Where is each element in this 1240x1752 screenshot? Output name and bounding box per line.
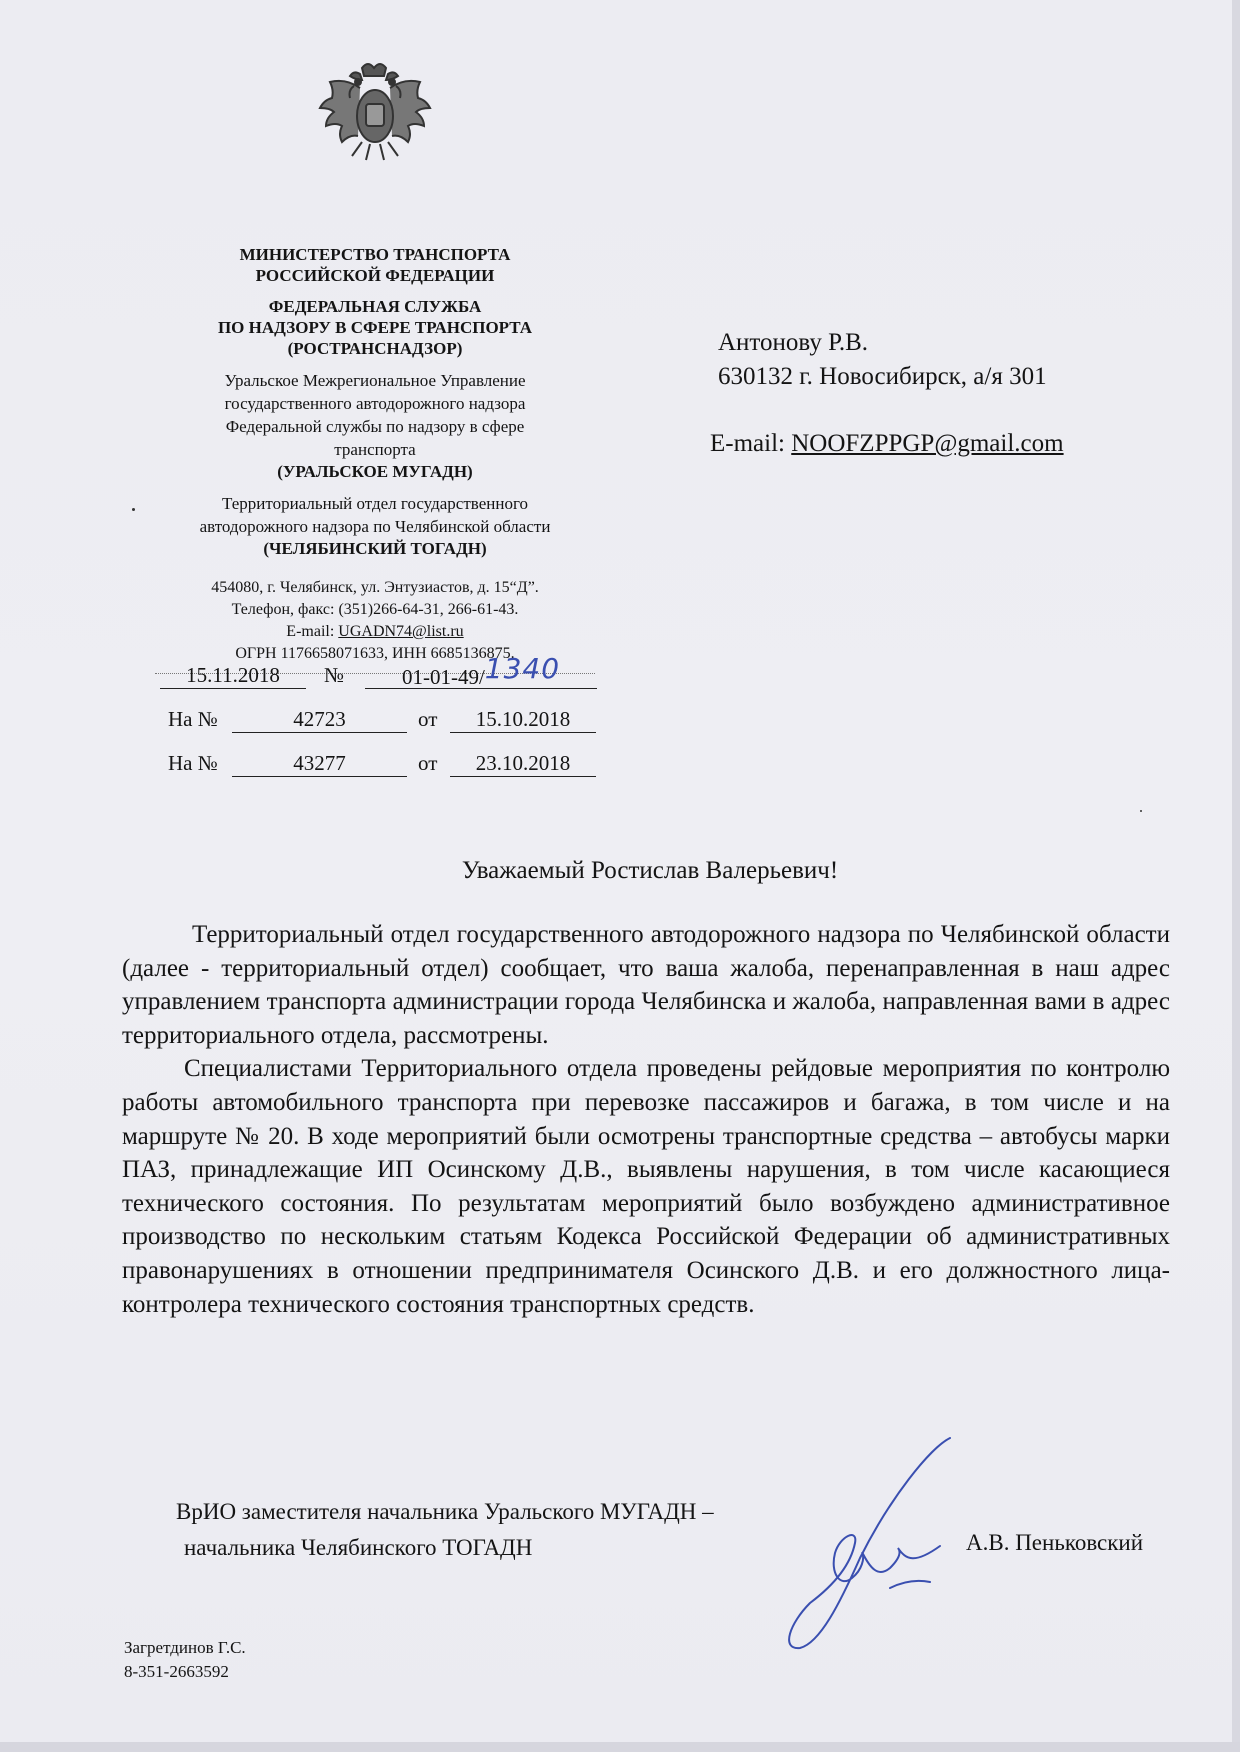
ministry-line: РОССИЙСКОЙ ФЕДЕРАЦИИ <box>255 266 495 285</box>
body-paragraph: Специалистами Территориального отдела проведены рейдовые мероприятия по контролю работы автомобильного транспорта при перевозке пассажиров и багажа, в том числе и на маршруте № 20. В ходе мероприятий были осмотрены транспортные средства – автобусы марки ПАЗ, принадлежащие ИП Осинскому Д.В., выявлены нарушения, в том числе касающиеся технического состояния. По результатам мероприятий было возбуждено административное производство по нескольким статьям Кодекса Российской Федерации об административных правонарушениях в отношении предпринимателя Осинского Д.В. и его должностного лица-контролера технического состояния транспортных средств. <box>122 1055 1170 1318</box>
reply-date: 23.10.2018 <box>450 750 596 777</box>
org-email-line <box>150 621 600 643</box>
executor-block <box>124 1636 246 1684</box>
signatory-name: А.В. Пеньковский <box>966 1530 1144 1555</box>
reply-number: 43277 <box>232 750 407 777</box>
ministry-line: МИНИСТЕРСТВО ТРАНСПОРТА <box>239 245 511 264</box>
coat-of-arms-icon <box>310 58 440 178</box>
letter-body <box>122 918 1170 1321</box>
scan-speck <box>1140 810 1142 812</box>
scan-speck <box>132 508 135 511</box>
org-email-link[interactable]: UGADN74@list.ru <box>338 623 464 640</box>
addressee-name: Антонову Р.В. <box>718 329 869 356</box>
directorate-line: транспорта <box>334 440 416 459</box>
reply-ref-row <box>160 742 610 786</box>
handwritten-number: 1340 <box>484 652 561 685</box>
reply-ref-row <box>160 698 610 742</box>
service-line: ФЕДЕРАЛЬНАЯ СЛУЖБА <box>268 297 482 316</box>
reply-label: На № <box>168 751 218 775</box>
reply-number: 42723 <box>232 706 407 733</box>
letterhead <box>150 58 600 674</box>
service-line: ПО НАДЗОРУ В СФЕРЕ ТРАНСПОРТА <box>217 318 533 337</box>
body-paragraph: Территориальный отдел государственного автодорожного надзора по Челябинской области (далее - территориальный отдел) сообщает, что ваша жалоба, перенаправленная в наш адрес управлением транспорта администрации города Челябинска и жалоба, направленная вами в адрес территориального отдела, рассмотрены. <box>122 921 1170 1049</box>
department-line: автодорожного надзора по Челябинской области <box>199 517 551 536</box>
directorate-line: государственного автодорожного надзора <box>224 394 526 413</box>
directorate-name <box>150 369 600 482</box>
number-prefix: 01-01-49/ <box>401 665 485 689</box>
from-label: от <box>418 751 438 775</box>
org-email-label: E-mail: <box>286 623 339 640</box>
from-label: от <box>418 707 438 731</box>
greeting: Уважаемый Ростислав Валерьевич! <box>461 857 839 884</box>
scan-edge-bottom <box>0 1742 1240 1752</box>
addressee-address: 630132 г. Новосибирск, а/я 301 <box>718 363 1047 390</box>
executor-phone: 8-351-2663592 <box>124 1662 229 1681</box>
department-name <box>150 492 600 559</box>
directorate-short: (УРАЛЬСКОЕ МУГАДН) <box>277 462 473 481</box>
directorate-line: Федеральной службы по надзору в сфере <box>225 417 525 436</box>
org-phone: Телефон, факс: (351)266-64-31, 266-61-43. <box>231 601 519 618</box>
ministry-name <box>150 244 600 286</box>
outgoing-number <box>365 652 597 689</box>
handwritten-signature <box>740 1428 970 1658</box>
directorate-line: Уральское Межрегиональное Управление <box>224 371 526 390</box>
addressee-email-link[interactable]: NOOFZPPGP@gmail.com <box>791 430 1064 457</box>
addressee-email-label: E-mail: <box>710 430 792 457</box>
position-line: ВрИО заместителя начальника Уральского МУГАДН – <box>176 1499 714 1524</box>
addressee-email-line <box>710 430 1064 458</box>
department-line: Территориальный отдел государственного <box>222 494 528 513</box>
reply-label: На № <box>168 707 218 731</box>
position-line: начальника Челябинского ТОГАДН <box>184 1535 533 1560</box>
org-ogrn: ОГРН 1176658071633, ИНН 6685136875. <box>235 645 515 662</box>
outgoing-date: 15.11.2018 <box>160 662 306 689</box>
service-name <box>150 296 600 359</box>
department-short: (ЧЕЛЯБИНСКИЙ ТОГАДН) <box>263 539 487 558</box>
number-label: № <box>324 663 345 687</box>
signatory-position <box>176 1494 714 1566</box>
outgoing-ref-row <box>160 654 610 698</box>
addressee-block <box>718 326 1047 394</box>
org-address: 454080, г. Челябинск, ул. Энтузиастов, д. 15“Д”. <box>211 579 539 596</box>
service-line: (РОСТРАНСНАДЗОР) <box>287 339 463 358</box>
executor-name: Загретдинов Г.С. <box>124 1638 246 1657</box>
reference-fields <box>160 654 610 786</box>
reply-date: 15.10.2018 <box>450 706 596 733</box>
